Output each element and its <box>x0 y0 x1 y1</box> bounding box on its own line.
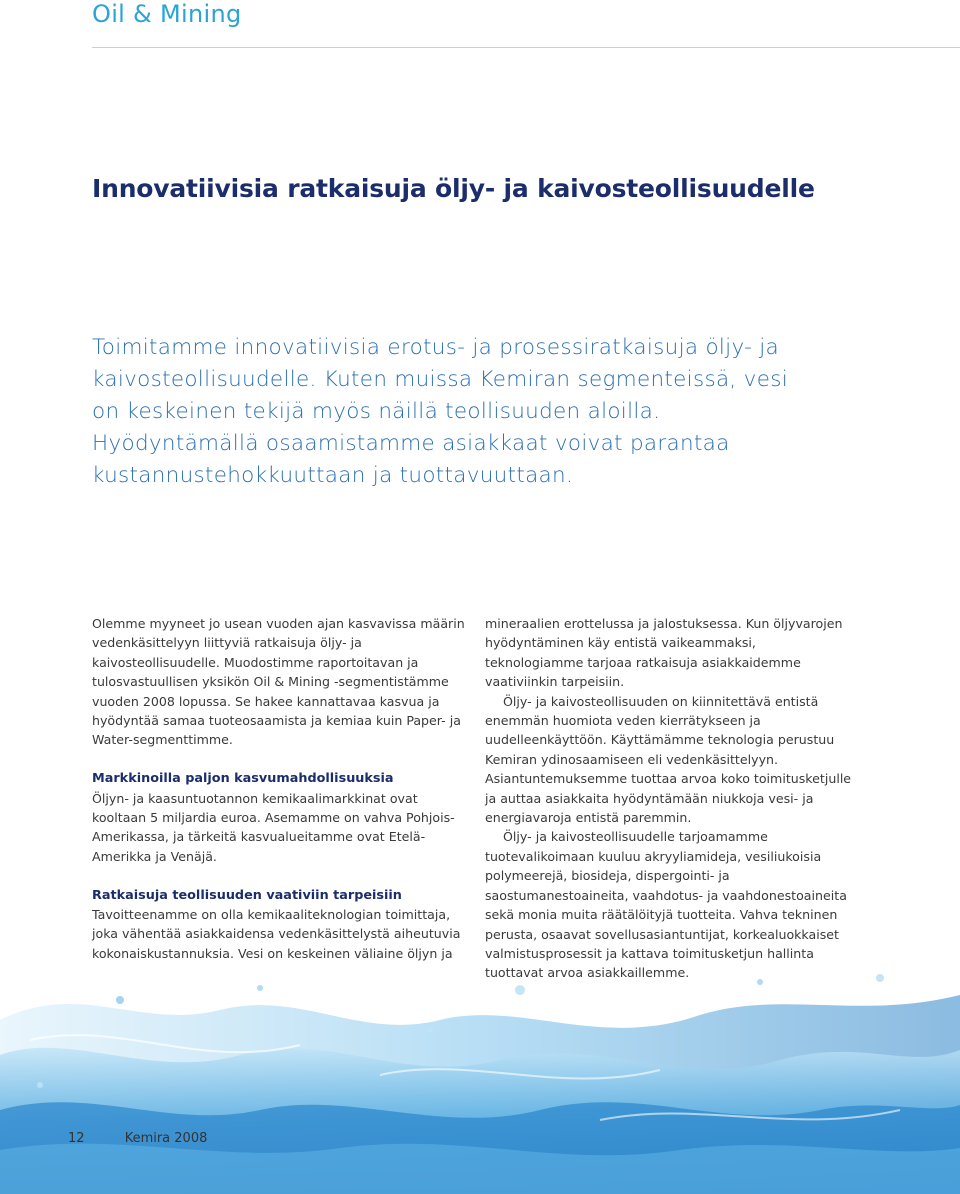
intro-paragraph: Olemme myyneet jo usean vuoden ajan kasvavissa määrin vedenkäsittelyyn liittyviä ratkaisuja öljy- ja kaivosteollisuudelle. Muodostimme raportoitavan ja tulosvastuullisen yksikön Oil & Mining -segmentistämme vuoden 2008 lopussa. Se hakee kannattavaa kasvua ja hyödyntää samaa tuoteosaamista ja kemiaa kuin Paper- ja Water-segmenttimme. <box>92 616 465 748</box>
section-title: Oil & Mining <box>92 0 242 28</box>
right-column <box>485 614 855 983</box>
water-splash-image <box>0 960 960 1194</box>
left-column <box>92 614 467 963</box>
subheading-solutions: Ratkaisuja teollisuuden vaativiin tarpeisiin <box>92 887 402 903</box>
page-headline: Innovatiivisia ratkaisuja öljy- ja kaivosteollisuudelle <box>92 174 815 203</box>
page-footer <box>68 1131 207 1146</box>
lead-paragraph: Toimitamme innovatiivisia erotus- ja prosessiratkaisuja öljy- ja kaivosteollisuudelle. Kuten muissa Kemiran segmenteissä, vesi on keskeinen tekijä myös näillä teollisuuden aloilla. Hyödyntämällä osaamistamme asiakkaat voivat parantaa kustannustehokkuuttaan ja tuottavuuttaan. <box>92 335 789 488</box>
continuation-paragraph: mineraalien erottelussa ja jalostuksessa. Kun öljyvarojen hyödyntäminen käy entistä vaikeammaksi, teknologiamme tarjoaa ratkaisuja asiakkaidemme vaativiinkin tarpeisiin. <box>485 616 843 690</box>
markets-paragraph: Öljyn- ja kaasuntuotannon kemikaalimarkkinat ovat kooltaan 5 miljardia euroa. Asemamme on vahva Pohjois-Amerikassa, ja tärkeitä kasvualueitamme ovat Etelä-Amerikka ja Venäjä. <box>92 790 455 864</box>
publication-name: Kemira 2008 <box>124 1131 208 1146</box>
header-divider <box>92 47 960 48</box>
recycling-paragraph: Öljy- ja kaivosteollisuuden on kiinnitettävä entistä enemmän huomiota veden kierrätykseen ja uudelleenkäyttöön. Käyttämämme teknologia perustuu Kemiran ydinosaamiseen eli vedenkäsittelyyn. Asiantuntemuksemme tuottaa arvoa koko toimitusketjulle ja auttaa asiakkaita hyödyntämään niukkoja vesi- ja energiavaroja entistä paremmin. <box>485 693 852 826</box>
subheading-markets: Markkinoilla paljon kasvumahdollisuuksia <box>92 771 394 787</box>
products-paragraph: Öljy- ja kaivosteollisuudelle tarjoamamme tuotevalikoimaan kuuluu akryyliamideja, vesiliukoisia polymeerejä, biosideja, dispergointi- ja saostumanestoaineita, vaahdotus- ja vaahdonestoaineita sekä monia muita räätälöityjä tuotteita. Vahva tekninen perusta, osaavat sovellusasiantuntijat, korkealuokkaiset valmistusprosessit ja kattava toimitusketjun hallinta tuottavat arvoa asiakkaillemme. <box>485 829 847 981</box>
solutions-paragraph: Tavoitteenamme on olla kemikaaliteknologian toimittaja, joka vähentää asiakkaidensa vedenkäsittelystä aiheutuvia kokonaiskustannuksia. Vesi on keskeinen väliaine öljyn ja <box>92 907 461 961</box>
page-number: 12 <box>68 1131 85 1146</box>
